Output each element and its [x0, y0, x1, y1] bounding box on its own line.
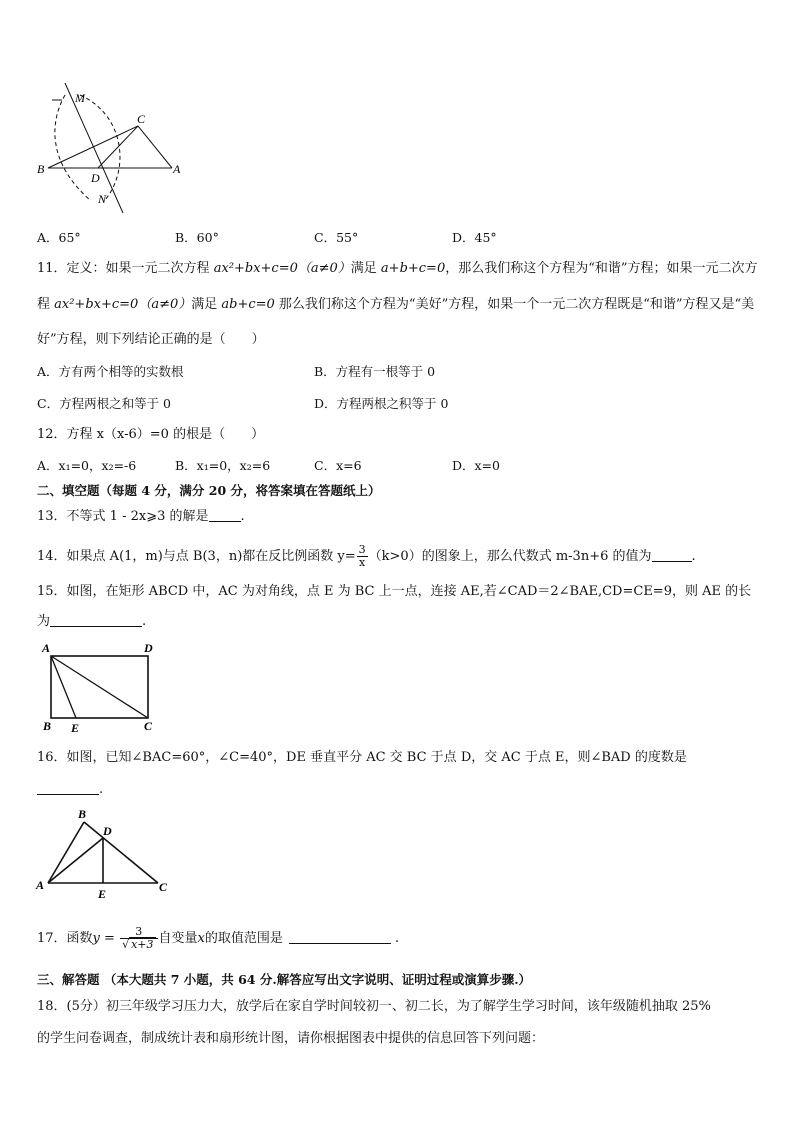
q11-option-d: D．方程两根之积等于 0	[314, 396, 449, 411]
q12-option-b: B．x₁=0，x₂=6	[175, 458, 271, 473]
q12-option-a: A．x₁=0，x₂=-6	[37, 458, 137, 473]
q16-line2: .	[37, 780, 103, 800]
q14-fraction: $\frac{3}{x}$	[358, 543, 366, 569]
q12-stem: 12．方程 x（x-6）=0 的根是（ ）	[37, 427, 265, 442]
q18-line2: 的学生问卷调查，制成统计表和扇形统计图，请你根据图表中提供的信息回答下列问题：	[37, 1031, 545, 1046]
q12-option-d: D．x=0	[452, 458, 500, 473]
label-c: C	[159, 880, 168, 894]
q11-line1: 11．定义：如果一元二次方程 ax²+bx+c=0（a≠0）满足 a+b+c=0，那么我们称这个方程为“和谐”方程；如果一元二次方	[37, 261, 758, 276]
q17-answer-blank[interactable]	[289, 929, 391, 944]
label-d: D	[103, 824, 112, 838]
label-m: M	[75, 91, 85, 105]
label-c: C	[137, 112, 146, 126]
q16-line1: 16．如图，已知∠BAC=60°，∠C=40°，DE 垂直平分 AC 交 BC 于点 D，交 AC 于点 E，则∠BAD 的度数是	[37, 750, 687, 765]
label-n: N	[98, 192, 107, 206]
label-b: B	[37, 162, 45, 176]
q15-answer-blank[interactable]	[50, 612, 142, 627]
figure-q16	[32, 806, 177, 901]
dashed-arc-left	[55, 95, 90, 200]
q11-option-b: B．方程有一根等于 0	[314, 364, 436, 379]
segment-ab	[48, 822, 84, 883]
q10-option-b: B．60°	[175, 230, 219, 245]
q13-answer-blank[interactable]	[209, 507, 241, 522]
label-b: B	[78, 807, 87, 821]
q11-option-c: C．方程两根之和等于 0	[37, 396, 171, 411]
q14-answer-blank[interactable]	[652, 547, 692, 562]
section-2-heading: 二、填空题（每题 4 分，满分 20 分，将答案填在答题纸上）	[37, 483, 381, 498]
segment-bc	[48, 126, 138, 168]
segment-ad	[48, 838, 103, 883]
q18-line1: 18．(5分）初三年级学习压力大，放学后在家自学时间较初一、初二长，为了解学生学习时间，该年级随机抽取 25%	[37, 999, 711, 1014]
label-d: D	[144, 641, 153, 655]
label-e: E	[71, 721, 80, 735]
diagonal-ac	[51, 656, 148, 718]
label-a: A	[173, 162, 181, 176]
q10-option-d: D．45°	[452, 230, 497, 245]
q15-line1: 15．如图，在矩形 ABCD 中，AC 为对角线，点 E 为 BC 上一点，连接 AE,若∠CAD＝2∠BAE,CD=CE=9，则 AE 的长	[37, 584, 752, 599]
q11-line3: 好”方程，则下列结论正确的是（ ）	[37, 332, 265, 347]
q10-option-a: A．65°	[37, 230, 81, 245]
label-c: C	[144, 719, 153, 733]
label-d: D	[91, 171, 100, 185]
q16-answer-blank[interactable]	[37, 780, 99, 795]
q15-line2: 为 .	[37, 614, 147, 629]
segment-ca	[138, 126, 172, 168]
line-mn	[65, 83, 123, 213]
q11-option-a: A．方有两个相等的实数根	[37, 364, 184, 379]
segment-bc	[84, 822, 158, 883]
figure-q10	[30, 75, 190, 220]
q17-fraction: $\frac{3}{√ x+3}$	[120, 926, 157, 951]
q11-line2: 程 ax²+bx+c=0（a≠0）满足 ab+c=0 那么我们称这个方程为“美好”方程，如果一个一元二次方程既是“和谐”方程又是“美	[37, 297, 755, 312]
label-b: B	[43, 719, 52, 733]
q14-stem: 14．如果点 A(1，m)与点 B(3，n)都在反比例函数 y= $\frac{3}{x}$ （k>0）的图象上，那么代数式 m-3n+6 的值为 .	[37, 543, 696, 569]
segment-cd	[98, 126, 138, 168]
section-3-heading: 三、解答题 （本大题共 7 小题，共 64 分.解答应写出文字说明、证明过程或演算步骤.）	[37, 972, 532, 987]
label-a: A	[42, 641, 51, 655]
q17-stem: 17．函数y = $\frac{3}{√ x+3}$ 自变量x的取值范围是 .	[37, 925, 400, 951]
dashed-arc-right	[80, 95, 120, 200]
q12-option-c: C．x=6	[314, 458, 362, 473]
label-a: A	[36, 878, 45, 892]
q13-stem: 13．不等式 1 - 2x⩾3 的解是 .	[37, 509, 245, 524]
figure-q15	[38, 640, 160, 735]
q10-option-c: C．55°	[314, 230, 359, 245]
label-e: E	[98, 887, 107, 901]
segment-ae	[51, 656, 76, 718]
